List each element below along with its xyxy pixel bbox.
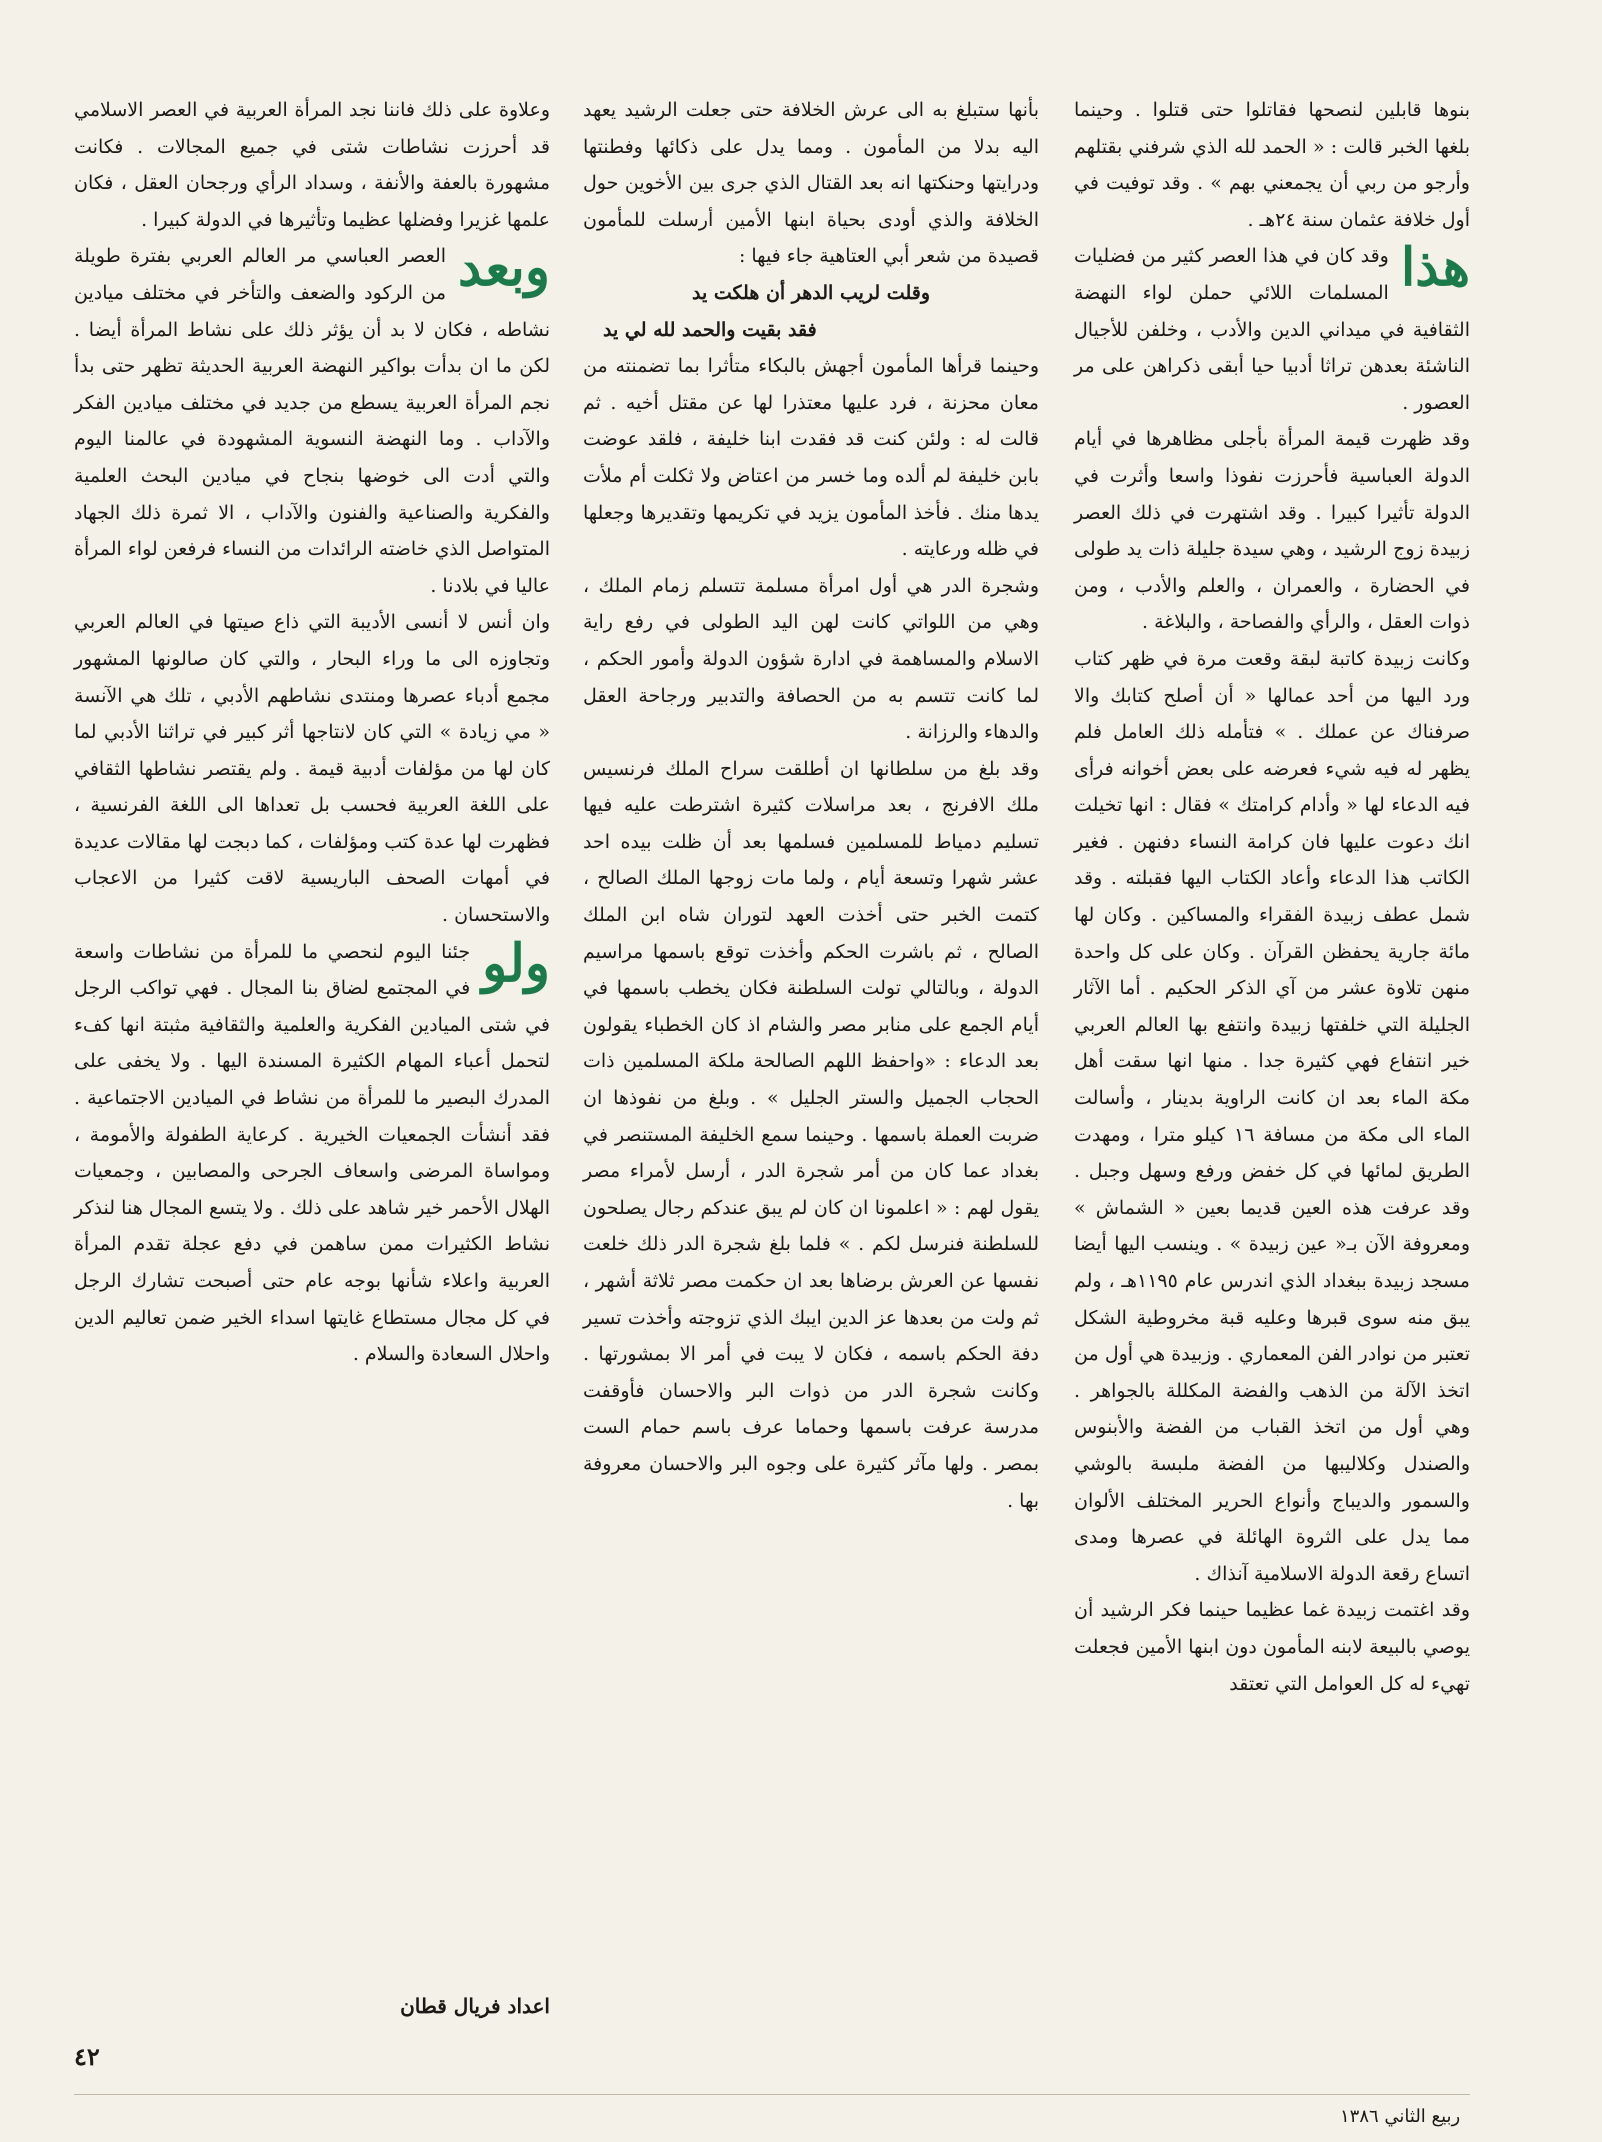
dropcap-ornament: ولو <box>482 932 550 994</box>
article-column-right <box>1074 92 1470 1702</box>
issue-date: ربيع الثاني ١٣٨٦ <box>1340 2106 1461 2127</box>
paragraph-text: جئنا اليوم لنحصي ما للمرأة من نشاطات واسعة في المجتمع لضاق بنا المجال . فهي تواكب الرجل في شتى الميادين الفكرية والعلمية والثقافية مثبتة انها كفء لتحمل أعباء المهام الكثيرة المسندة اليها . ولا يخفى على المدرك البصير ما للمرأة من نشاط في الميادين الاجتماعية . فقد أنشأت الجمعيات الخيرية . كرعاية الطفولة والأمومة ، ومواساة المرضى واسعاف الجرحى والمصابين ، وجمعيات الهلال الأحمر خير شاهد على ذلك . ولا يتسع المجال هنا لنذكر نشاط الكثيرات ممن ساهمن في دفع عجلة تقدم المرأة العربية واعلاء شأنها بوجه عام حتى أصبحت تشارك الرجل في كل مجال مستطاع غايتها اسداء الخير ضمن تعاليم الدين واحلال السعادة والسلام . <box>74 940 550 1366</box>
article-column-left <box>74 92 550 1373</box>
author-byline: اعداد فريال قطان <box>400 1994 550 2018</box>
footer-rule <box>74 2094 1470 2095</box>
paragraph: وقد بلغ من سلطانها ان أطلقت سراح الملك فرنسيس ملك الافرنج ، بعد مراسلات كثيرة اشترطت عليه فيها تسليم دمياط للمسلمين فسلمها بعد أن ظلت بيده احد عشر شهرا وتسعة أيام ، ولما مات زوجها الملك الصالح ، كتمت الخبر حتى أخذت العهد لتوران شاه ابن الملك الصالح ، ثم باشرت الحكم وأخذت توقع باسمها مراسيم الدولة ، وبالتالي تولت السلطنة فكان يخطب باسمها في أيام الجمع على منابر مصر والشام اذ كان الخطباء يقولون بعد الدعاء : «واحفظ اللهم الصالحة ملكة المسلمين ذات الحجاب الجميل والستر الجليل » . وبلغ من نفوذها ان ضربت العملة باسمها . وحينما سمع الخليفة المستنصر في بغداد عما كان من أمر شجرة الدر ، أرسل لأمراء مصر يقول لهم : « اعلمونا ان كان لم يبق عندكم رجال يصلحون للسلطنة فنرسل لكم . » فلما بلغ شجرة الدر ذلك خلعت نفسها عن العرش برضاها بعد ان حكمت مصر ثلاثة أشهر ، ثم ولت من بعدها عز الدين ايبك الذي تزوجته وأخذت تسير دفة الحكم باسمه ، فكان لا يبت في أمر الا بمشورتها . وكانت شجرة الدر من ذوات البر والاحسان فأوقفت مدرسة عرفت باسمها وحماما عرف باسم حمام الست بمصر . ولها مآثر كثيرة على وجوه البر والاحسان معروفة بها . <box>583 757 1039 1512</box>
paragraph <box>74 934 550 1373</box>
paragraph: وقد ظهرت قيمة المرأة بأجلى مظاهرها في أيام الدولة العباسية فأحرزت نفوذا واسعا وأثرت في الدولة تأثيرا كبيرا . وقد اشتهرت في ذلك العصر زبيدة زوج الرشيد ، وهي سيدة جليلة ذات يد طولى في الحضارة ، والعمران ، والعلم والأدب ، ومن ذوات العقل ، والرأي والفصاحة ، والبلاغة . <box>1074 428 1470 634</box>
dropcap-ornament: وبعد <box>458 237 550 299</box>
paragraph-text: العصر العباسي مر العالم العربي بفترة طويلة من الركود والضعف والتأخر في مختلف ميادين نشاطه ، فكان لا بد أن يؤثر ذلك على نشاط المرأة أيضا . لكن ما ان بدأت بواكير النهضة العربية الحديثة تظهر حتى بدأ نجم المرأة العربية يسطع من جديد في مختلف ميادين الفكر والآداب . وما النهضة النسوية المشهودة في عالمنا اليوم والتي أدت الى خوضها بنجاح في ميادين البحث العلمية والفكرية والصناعية والفنون والآداب ، الا ثمرة ذلك الجهاد المتواصل الذي خاضته الرائدات من النساء فرفعن لواء المرأة عاليا في بلادنا . <box>74 245 550 597</box>
paragraph <box>74 238 550 604</box>
paragraph: وعلاوة على ذلك فاننا نجد المرأة العربية في العصر الاسلامي قد أحرزت نشاطات شتى في جميع المجالات . فكانت مشهورة بالعفة والأنفة ، وسداد الرأي ورجحان العقل ، فكان علمها غزيرا وفضلها عظيما وتأثيرها في الدولة كبيرا . <box>74 99 550 231</box>
paragraph: وكانت زبيدة كاتبة لبقة وقعت مرة في ظهر كتاب ورد اليها من أحد عمالها « أن أصلح كتابك والا صرفناك عن عملك . » فتأمله ذلك العامل فلم يظهر له فيه شيء فعرضه على بعض أخوانه فرأى فيه الدعاء لها « وأدام كرامتك » فقال : انها تخيلت انك دعوت عليها فان كرامة النساء دفنهن . فغير الكاتب هذا الدعاء وأعاد الكتاب اليها فقبلته . وقد شمل عطف زبيدة الفقراء والمساكين . وكان لها مائة جارية يحفظن القرآن . وكان على كل واحدة منهن تلاوة عشر من آي الذكر الحكيم . أما الآثار الجليلة التي خلفتها زبيدة وانتفع بها العالم العربي خير انتفاع فهي كثيرة جدا . منها انها سقت أهل مكة الماء بعد ان كانت الراوية بدينار ، وأسالت الماء الى مكة من مسافة ١٦ كيلو مترا ، ومهدت الطريق لمائها في كل خفض ورفع وسهل وجبل . وقد عرفت هذه العين قديما بعين « الشماش » ومعروفة الآن بـ« عين زبيدة » . وينسب اليها أيضا مسجد زبيدة ببغداد الذي اندرس عام ١١٩٥هـ ، ولم يبق منه سوى قبرها وعليه قبة مخروطية الشكل تعتبر من نوادر الفن المعماري . وزبيدة هي أول من اتخذ الآلة من الذهب والفضة المكللة بالجواهر . وهي أول من اتخذ القباب من الفضة والأبنوس والصندل وكلاليبها من الفضة ملبسة بالوشي والسمور والديباج وأنواع الحرير المختلف الألوان مما يدل على الثروة الهائلة في عصرها ومدى اتساع رقعة الدولة الاسلامية آنذاك . <box>1074 647 1470 1585</box>
paragraph <box>1074 238 1470 421</box>
paragraph: وحينما قرأها المأمون أجهش بالبكاء متأثرا بما تضمنته من معان محزنة ، فرد عليها معتذرا لها عن مقتل أخيه . ثم قالت له : ولئن كنت قد فقدت ابنا خليفة ، فلقد عوضت بابن خليفة لم ألده وما خسر من اعتاض ولا ثكلت أم ملأت يدها منك . فأخذ المأمون يزيد في تكريمها وتقديرها وجعلها في ظله ورعايته . <box>583 355 1039 561</box>
article-column-middle <box>583 92 1039 1519</box>
page-number: ٤٢ <box>74 2042 100 2071</box>
paragraph-text: وقد كان في هذا العصر كثير من فضليات المسلمات اللائي حملن لواء النهضة الثقافية في ميداني الدين والأدب ، وخلفن للأجيال الناشئة بعدهن تراثا أدبيا حيا أبقى ذكراهن على مر العصور . <box>1074 245 1470 414</box>
poem-verse-2: فقد بقيت والحمد لله لي يد <box>603 318 817 341</box>
paragraph: وشجرة الدر هي أول امرأة مسلمة تتسلم زمام الملك ، وهي من اللواتي كانت لهن اليد الطولى في رفع راية الاسلام والمساهمة في ادارة شؤون الدولة وأمور الحكم ، لما كانت تتسم به من الحصافة والتدبير ورجاحة العقل والدهاء والرزانة . <box>583 574 1039 744</box>
dropcap-ornament: هذا <box>1400 237 1470 299</box>
paragraph: وقد اغتمت زبيدة غما عظيما حينما فكر الرشيد أن يوصي بالبيعة لابنه المأمون دون ابنها الأمين فجعلت تهيء له كل العوامل التي تعتقد <box>1074 1599 1470 1695</box>
paragraph: وان أنس لا أنسى الأديبة التي ذاع صيتها في العالم العربي وتجاوزه الى ما وراء البحار ، والتي كان صالونها المشهور مجمع أدباء عصرها ومنتدى نشاطهم الأدبي ، تلك هي الآنسة « مي زيادة » التي كان لانتاجها أثر كبير في تراثنا الأدبي لما كان لها من مؤلفات أدبية قيمة . ولم يقتصر نشاطها الثقافي على اللغة العربية فحسب بل تعداها الى اللغة الفرنسية ، فظهرت لها عدة كتب ومؤلفات ، كما دبجت لها مقالات عديدة في أمهات الصحف الباريسية لاقت كثيرا من الاعجاب والاستحسان . <box>74 611 550 927</box>
poem-verse-1: وقلت لريب الدهر أن هلكت يد <box>692 281 930 304</box>
paragraph: بأنها ستبلغ به الى عرش الخلافة حتى جعلت الرشيد يعهد اليه بدلا من المأمون . ومما يدل على ذكائها وفطنتها ودرايتها وحنكتها انه بعد القتال الذي جرى بين الأخوين حول الخلافة والذي أودى بحياة ابنها الأمين أرسلت للمأمون قصيدة من شعر أبي العتاهية جاء فيها : <box>583 99 1039 268</box>
paragraph: بنوها قابلين لنصحها فقاتلوا حتى قتلوا . وحينما بلغها الخبر قالت : « الحمد لله الذي شرفني بقتلهم وأرجو من ربي أن يجمعني بهم » . وقد توفيت في أول خلافة عثمان سنة ٢٤هـ . <box>1074 99 1470 231</box>
